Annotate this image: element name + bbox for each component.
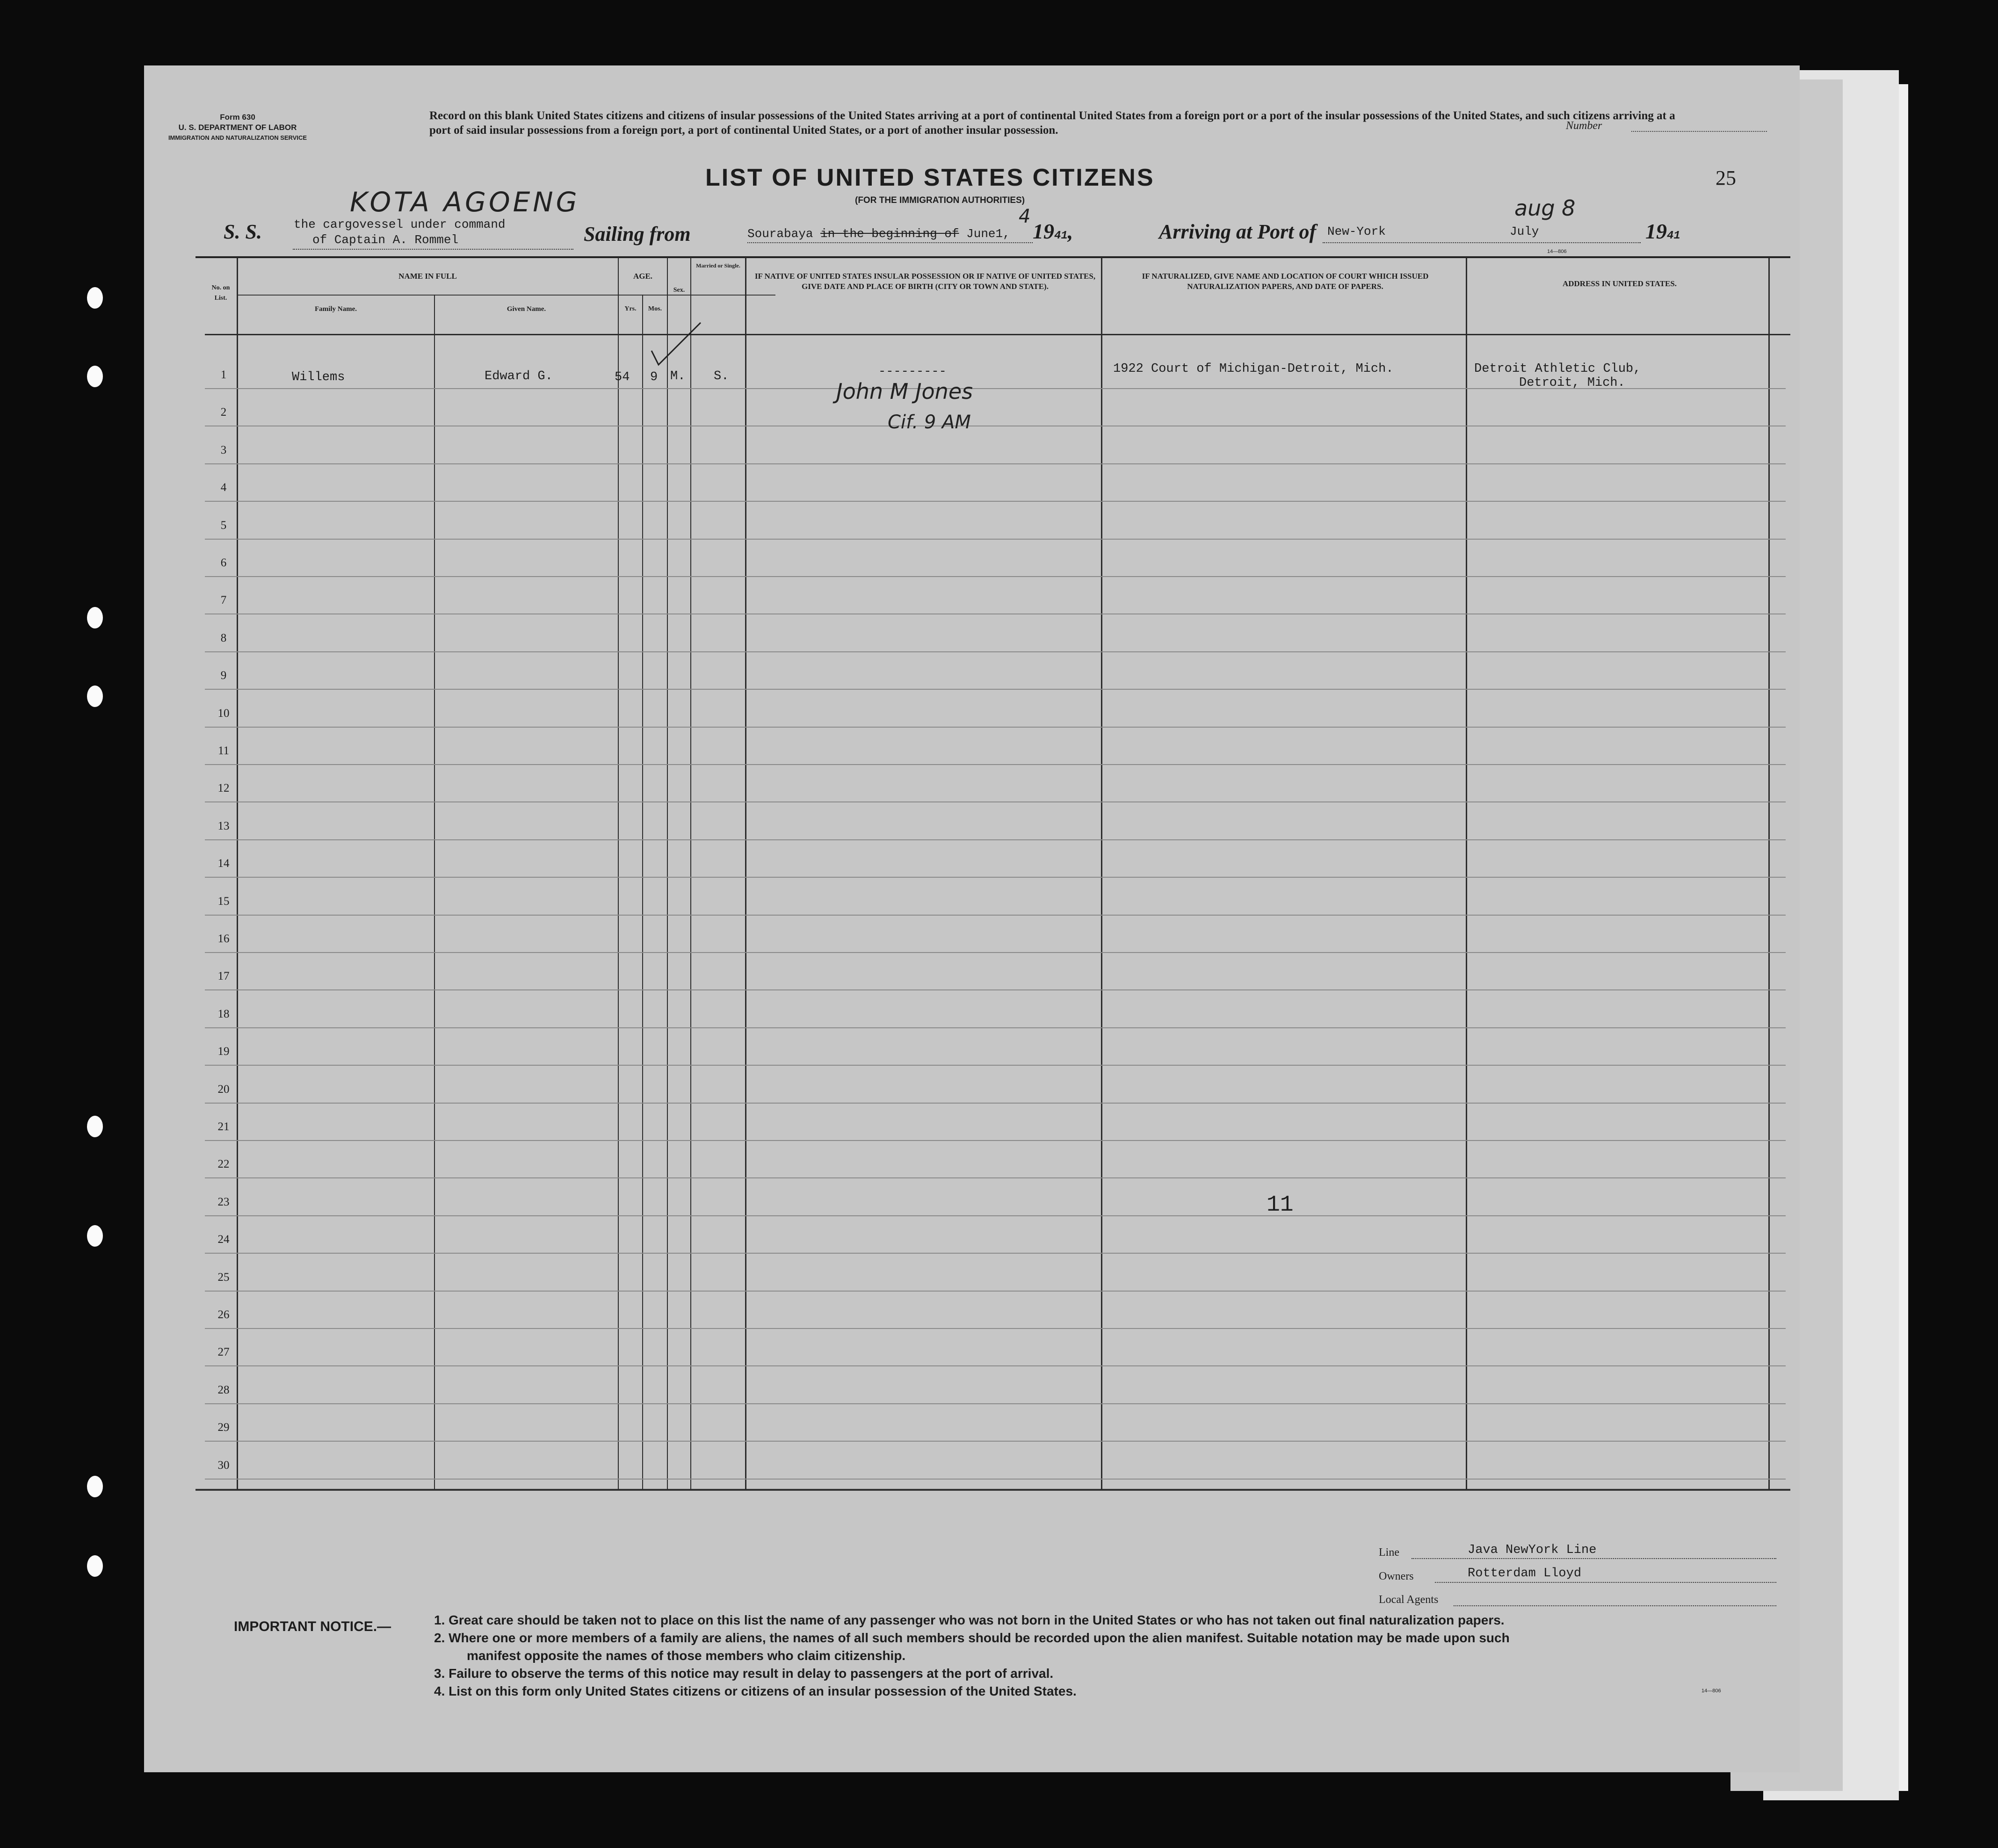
row-rule bbox=[205, 1253, 1786, 1254]
year-prefix: 19 bbox=[1645, 219, 1667, 243]
row-number: 20 bbox=[217, 1083, 230, 1096]
col-line bbox=[1466, 257, 1467, 1490]
table-top-border bbox=[195, 256, 1790, 258]
col-line bbox=[237, 257, 238, 1490]
ss-label: S. S. bbox=[224, 220, 262, 243]
struck-text: in the beginning of bbox=[820, 227, 959, 241]
notice-item-1: 1. Great care should be taken not to place on this list the name of any passenger who was not born in the United States or who has not taken out final naturalization papers. bbox=[434, 1613, 1505, 1627]
header-name-in-full: NAME IN FULL bbox=[398, 272, 457, 281]
row-number: 24 bbox=[217, 1233, 230, 1246]
owners-label: Owners bbox=[1379, 1570, 1414, 1582]
header-address: ADDRESS IN UNITED STATES. bbox=[1562, 279, 1677, 288]
row-number: 21 bbox=[217, 1120, 230, 1133]
number-label: Number bbox=[1566, 120, 1602, 132]
row-rule bbox=[205, 1328, 1786, 1329]
sailing-line bbox=[747, 242, 1033, 243]
row-number: 25 bbox=[217, 1270, 230, 1284]
agents-field bbox=[1454, 1605, 1776, 1606]
header-naturalized: IF NATURALIZED, GIVE NAME AND LOCATION OF COURT WHICH ISSUED NATURALIZATION PAPERS, AND DATE OF PAPERS. bbox=[1142, 272, 1429, 291]
service-name: IMMIGRATION AND NATURALIZATION SERVICE bbox=[168, 134, 307, 141]
arrival-year bbox=[1645, 219, 1680, 244]
row-number: 28 bbox=[217, 1383, 230, 1396]
row-rule bbox=[205, 576, 1786, 577]
sailing-year-value: 41 bbox=[1054, 230, 1068, 242]
col-line bbox=[434, 295, 435, 1490]
binder-hole bbox=[87, 1116, 103, 1137]
row-number: 12 bbox=[217, 782, 230, 795]
agents-label: Local Agents bbox=[1379, 1594, 1439, 1606]
row-rule bbox=[205, 539, 1786, 540]
row-number: 17 bbox=[217, 970, 230, 983]
owners-field bbox=[1435, 1582, 1776, 1583]
header-no-on-list: No. on List. bbox=[211, 284, 230, 302]
row-rule bbox=[205, 764, 1786, 765]
row-rule bbox=[205, 915, 1786, 916]
notice-item-2-cont: manifest opposite the names of those members who claim citizenship. bbox=[467, 1648, 906, 1663]
row-rule bbox=[205, 1177, 1786, 1178]
row-number: 26 bbox=[217, 1308, 230, 1321]
col-line bbox=[1101, 257, 1102, 1490]
col-line bbox=[1768, 257, 1770, 1490]
year-prefix: 19 bbox=[1033, 219, 1054, 243]
row-rule bbox=[205, 1441, 1786, 1442]
col-line bbox=[745, 257, 746, 1490]
row-rule bbox=[205, 1027, 1786, 1028]
row-number: 22 bbox=[217, 1158, 230, 1171]
cell-address-line2: Detroit, Mich. bbox=[1519, 376, 1625, 390]
row-number: 23 bbox=[217, 1195, 230, 1208]
row-number: 5 bbox=[220, 519, 227, 532]
row-number: 27 bbox=[217, 1346, 230, 1359]
owners-value: Rotterdam Lloyd bbox=[1468, 1566, 1582, 1581]
cell-family-name: Willems bbox=[292, 370, 345, 384]
line-label: Line bbox=[1379, 1546, 1399, 1559]
header-given-name: Given Name. bbox=[507, 305, 546, 313]
row-rule bbox=[205, 651, 1786, 652]
binder-hole bbox=[87, 607, 103, 628]
col-line bbox=[642, 295, 643, 1490]
row-number: 29 bbox=[217, 1421, 230, 1434]
row-number: 4 bbox=[220, 481, 227, 494]
department-name: U. S. DEPARTMENT OF LABOR bbox=[178, 123, 297, 132]
binder-hole bbox=[87, 1555, 103, 1577]
row-rule bbox=[205, 1479, 1786, 1480]
check-mark bbox=[649, 318, 705, 374]
sailing-from-label: Sailing from bbox=[584, 223, 691, 245]
col-line bbox=[690, 257, 691, 1490]
handwritten-annotation: Cif. 9 AM bbox=[888, 411, 971, 433]
line-value: Java NewYork Line bbox=[1468, 1543, 1597, 1557]
form-number: Form 630 bbox=[220, 113, 255, 122]
page-title: LIST OF UNITED STATES CITIZENS bbox=[705, 164, 1155, 191]
ship-line bbox=[293, 249, 573, 250]
row-number: 9 bbox=[220, 669, 227, 682]
ship-name-handwritten: KOTA AGOENG bbox=[350, 186, 580, 218]
arrival-port: New-York bbox=[1327, 224, 1386, 238]
departure-day: 1 bbox=[995, 227, 1003, 241]
row-rule bbox=[205, 877, 1786, 878]
binder-hole bbox=[87, 366, 103, 387]
row-rule bbox=[205, 1403, 1786, 1404]
arrival-date-handwritten: aug 8 bbox=[1514, 195, 1576, 221]
page-number: 25 bbox=[1716, 166, 1736, 189]
arrival-month: July bbox=[1510, 224, 1539, 238]
col-line bbox=[667, 257, 668, 1490]
binder-hole bbox=[87, 1225, 103, 1247]
row-rule bbox=[205, 1291, 1786, 1292]
departure-day-handwritten: 4 bbox=[1019, 206, 1031, 227]
row-rule bbox=[205, 1215, 1786, 1216]
cell-sex: M. bbox=[670, 369, 686, 383]
sheet-number: 11 bbox=[1267, 1192, 1294, 1218]
header-age: AGE. bbox=[633, 272, 653, 281]
header-family-name: Family Name. bbox=[315, 305, 357, 313]
row-rule bbox=[205, 989, 1786, 990]
binder-hole bbox=[87, 686, 103, 707]
cell-given-name: Edward G. bbox=[485, 369, 553, 383]
row-rule bbox=[205, 952, 1786, 953]
name-header-divider bbox=[238, 295, 775, 296]
cell-birth: --------- bbox=[878, 365, 947, 379]
row-rule bbox=[205, 1065, 1786, 1066]
vessel-description: the cargovessel under command bbox=[294, 217, 506, 231]
row-rule bbox=[205, 501, 1786, 502]
departure-port: Sourabaya bbox=[747, 227, 813, 241]
row-number: 11 bbox=[217, 744, 230, 757]
line-field bbox=[1412, 1558, 1776, 1559]
col-line bbox=[618, 257, 619, 1490]
number-field bbox=[1631, 131, 1767, 132]
row-number: 6 bbox=[220, 556, 227, 569]
header-sex: Sex. bbox=[673, 287, 685, 294]
sailing-year: 1941, bbox=[1033, 219, 1073, 243]
notice-label: IMPORTANT NOTICE.— bbox=[234, 1619, 391, 1634]
cell-address-line1: Detroit Athletic Club, bbox=[1474, 362, 1641, 376]
cell-naturalization: 1922 Court of Michigan-Detroit, Mich. bbox=[1113, 362, 1394, 376]
row-number: 16 bbox=[217, 932, 230, 945]
header-bottom-border bbox=[205, 334, 1790, 335]
arrival-year-value: 41 bbox=[1667, 230, 1680, 242]
form-code-top: 14—806 bbox=[1547, 249, 1567, 254]
header-mos: Mos. bbox=[648, 305, 662, 312]
form-code-bottom: 14—806 bbox=[1701, 1688, 1721, 1694]
row-number: 10 bbox=[217, 707, 230, 720]
binder-hole bbox=[87, 1476, 103, 1497]
manifest-page bbox=[144, 65, 1800, 1772]
header-native: IF NATIVE OF UNITED STATES INSULAR POSSESSION OR IF NATIVE OF UNITED STATES, GIVE DATE AND PLACE OF BIRTH (CITY OR TOWN AND STATE). bbox=[754, 272, 1096, 291]
row-number: 13 bbox=[217, 819, 230, 832]
row-number: 14 bbox=[217, 857, 230, 870]
important-notice bbox=[434, 1611, 1790, 1700]
cell-married: S. bbox=[714, 369, 729, 383]
row-rule bbox=[205, 1365, 1786, 1366]
sailing-from-value: Sourabaya in the beginning of June1, bbox=[747, 227, 1010, 241]
row-number: 19 bbox=[217, 1045, 230, 1058]
row-rule bbox=[205, 839, 1786, 840]
header-yrs: Yrs. bbox=[624, 305, 637, 312]
arriving-label: Arriving at Port of bbox=[1159, 220, 1317, 243]
record-instructions: Record on this blank United States citizens and citizens of insular possessions of the United States arriving at a port of continental United States from a foreign port or a port of the insular possessions of the United States, and such citizens arriving at a port of said insular possessions from a foreign port, a port of continental United States, or a port of another insular possession. bbox=[429, 109, 1675, 137]
header-married-single: Married or Single. bbox=[696, 262, 740, 269]
captain-name: of Captain A. Rommel bbox=[312, 233, 459, 247]
binder-hole bbox=[87, 287, 103, 309]
row-rule bbox=[205, 727, 1786, 728]
row-number: 18 bbox=[217, 1007, 230, 1020]
cell-age-yrs: 54 bbox=[615, 370, 630, 384]
row-number: 8 bbox=[220, 631, 227, 644]
page-subtitle: (FOR THE IMMIGRATION AUTHORITIES) bbox=[855, 195, 1025, 205]
row-number: 15 bbox=[217, 895, 230, 908]
notice-item-2: 2. Where one or more members of a family are aliens, the names of all such members should be recorded upon the alien manifest. Suitable notation may be made upon such bbox=[434, 1631, 1510, 1645]
row-rule bbox=[205, 1103, 1786, 1104]
row-number: 3 bbox=[220, 443, 227, 456]
row-rule bbox=[205, 463, 1786, 464]
cell-age-mos: 9 bbox=[650, 370, 658, 384]
departure-month: June bbox=[966, 227, 996, 241]
arrival-line bbox=[1323, 242, 1641, 243]
row-number: 1 bbox=[220, 368, 227, 381]
form-issuer bbox=[158, 112, 317, 143]
row-number: 7 bbox=[220, 594, 227, 607]
row-rule bbox=[205, 801, 1786, 802]
handwritten-annotation: John M Jones bbox=[836, 379, 973, 404]
notice-item-3: 3. Failure to observe the terms of this notice may result in delay to passengers at the port of arrival. bbox=[434, 1666, 1054, 1681]
row-rule bbox=[205, 689, 1786, 690]
notice-item-4: 4. List on this form only United States citizens or citizens of an insular possession of the United States. bbox=[434, 1684, 1077, 1698]
row-number: 30 bbox=[217, 1458, 230, 1472]
row-number: 2 bbox=[220, 406, 227, 419]
row-rule bbox=[205, 1140, 1786, 1141]
